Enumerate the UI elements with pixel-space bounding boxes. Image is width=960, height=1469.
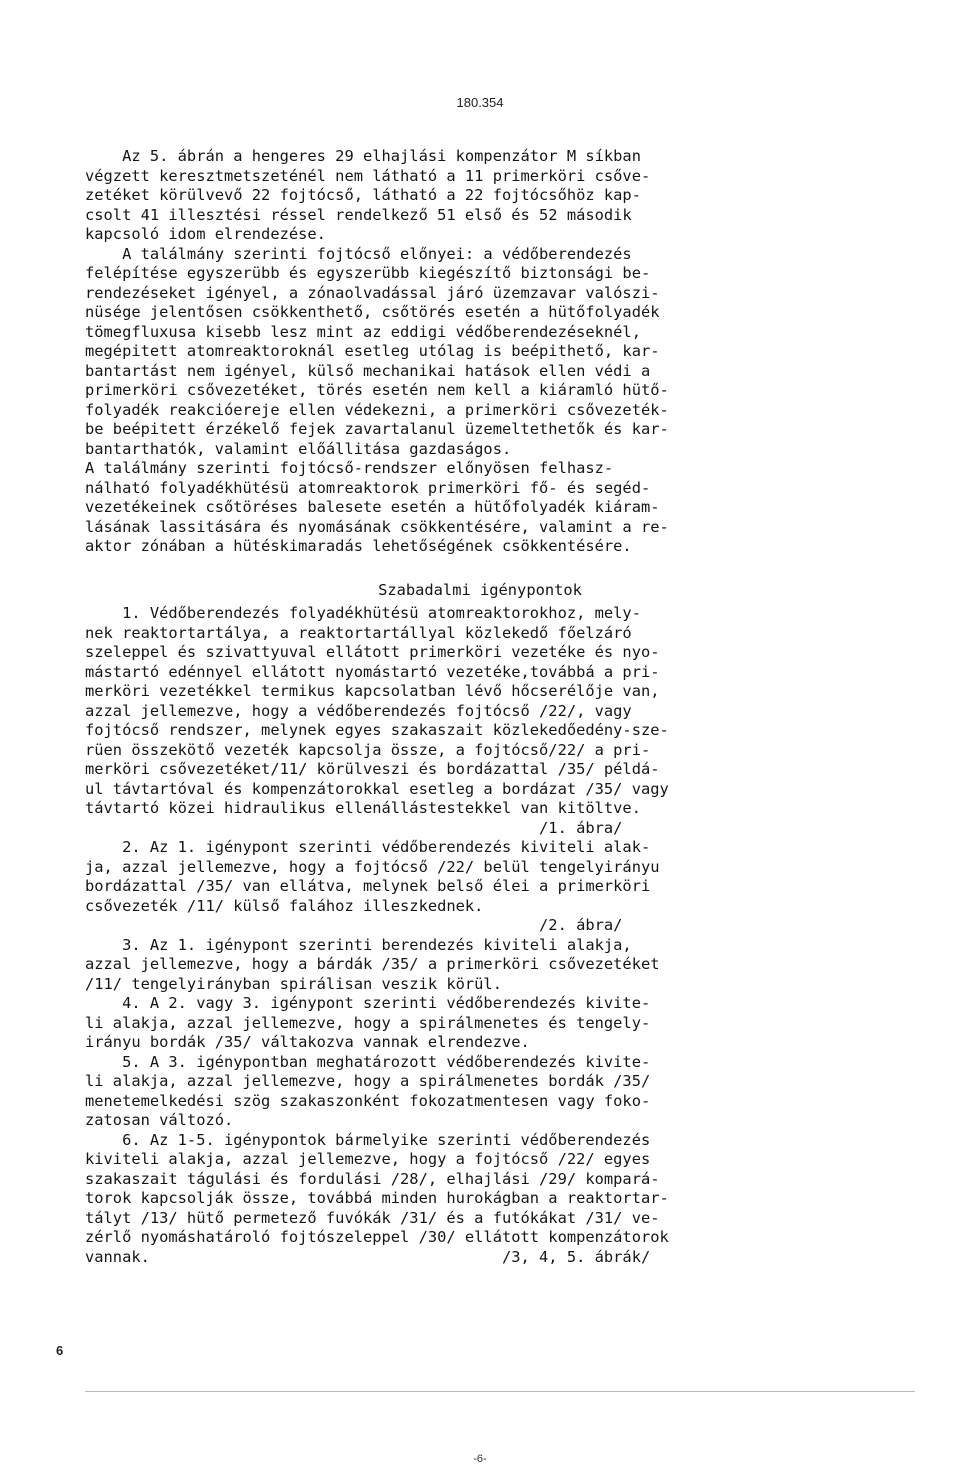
page-divider bbox=[85, 1391, 915, 1392]
footer-page-label: -6- bbox=[473, 1453, 487, 1465]
claims-heading: Szabadalmi igénypontok bbox=[378, 581, 582, 599]
description-text: Az 5. ábrán a hengeres 29 elhajlási kompenzátor M síkban végzett keresztmetszeténél nem látható a 11 primerköri csőve- zetéket körülvevő 22 fojtócső, látható a 22 fojtócsőhöz kap- csolt 41 illesztési réssel rendelkező 51 első és 52 második kapcsoló idom elrendezése. A találmány szerinti fojtócső előnyei: a védőberendezés felépítése egyszerübb és egyszerübb kiegészítő biztonsági be- rendezéseket igényel, a zónaolvadással járó üzemzavar valószi- nüsége jelentősen csökkenthető, csőtörés esetén a hütőfolyadék tömegfluxusa kisebb lesz mint az eddigi védőberendezéseknél, megépitett atomreaktoroknál esetleg utólag is beépithető, kar- bantartást nem igényel, külső mechanikai hatások ellen védi a primerköri csővezetéket, törés esetén nem kell a kiáramló hütő- folyadék reakcióereje ellen védekezni, a primerköri csővezeték- be beépitett érzékelő fejek zavartalanul üzemeltethetők és kar- bantarthatók, valamint előállitása gazdaságos. A találmány szerinti fojtócső-rendszer előnyösen felhasz- nálható folyadékhütésü atomreaktorok primerköri fő- és segéd- vezetékeinek csőtöréses balesete esetén a hütőfolyadék kiáram- lásának lassitására és nyomásának csökkentésére, valamint a re- aktor zónában a hütéskimaradás lehetőségének csökkentésére. bbox=[85, 147, 669, 555]
page-number: 180.354 bbox=[456, 95, 504, 110]
margin-number: 6 bbox=[56, 1343, 64, 1358]
claims-text: 1. Védőberendezés folyadékhütésü atomreaktorokhoz, mely- nek reaktortartálya, a reaktortartállyal közlekedő főelzáró szeleppel és szivattyuval ellátott primerköri vezetéke és nyo- mástartó edénnyel ellátott nyomástartó vezetéke,továbbá a pri- merköri vezetékkel termikus kapcsolatban lévő hőcserélője van, azzal jellemezve, hogy a védőberendezés fojtócső /22/, vagy fojtócső rendszer, melynek egyes szakaszait közlekedőedény-sze- rüen összekötő vezeték kapcsolja össze, a fojtócső/22/ a pri- merköri csővezetéket/11/ körülveszi és bordázattal /35/ példá- ul távtartóval és kompenzátorokkal esetleg a bordázat /35/ vagy távtartó közei hidraulikus ellenállástestekkel van kitöltve. /1. ábra/ 2. Az 1. igénypont szerinti védőberendezés kiviteli alak- ja, azzal jellemezve, hogy a fojtócső /22/ belül tengelyirányu bordázattal /35/ van ellátva, melynek belső élei a primerköri csővezeték /11/ külső falához illeszkednek. /2. ábra/ 3. Az 1. igénypont szerinti berendezés kiviteli alakja, azzal jellemezve, hogy a bárdák /35/ a primerköri csővezetéket /11/ tengelyirányban spirálisan veszik körül. 4. A 2. vagy 3. igénypont szerinti védőberendezés kivite- li alakja, azzal jellemezve, hogy a spirálmenetes és tengely- irányu bordák /35/ váltakozva vannak elrendezve. 5. A 3. igénypontban meghatározott védőberendezés kivite- li alakja, azzal jellemezve, hogy a spirálmenetes bordák /35/ menetemelkedési szög szakaszonként fokozatmentesen vagy foko- zatosan változó. 6. Az 1-5. igénypontok bármelyike szerinti védőberendezés kiviteli alakja, azzal jellemezve, hogy a fojtócső /22/ egyes szakaszait tágulási és fordulási /28/, elhajlási /29/ kompará- torok kapcsolják össze, továbbá minden hurokágban a reaktortar- tályt /13/ hütő permetező fuvókák /31/ és a futókákat /31/ ve- zérlő nyomáshatároló fojtószeleppel /30/ ellátott kompenzátorok vannak. /3, 4, 5. ábrák/ bbox=[85, 604, 669, 1266]
